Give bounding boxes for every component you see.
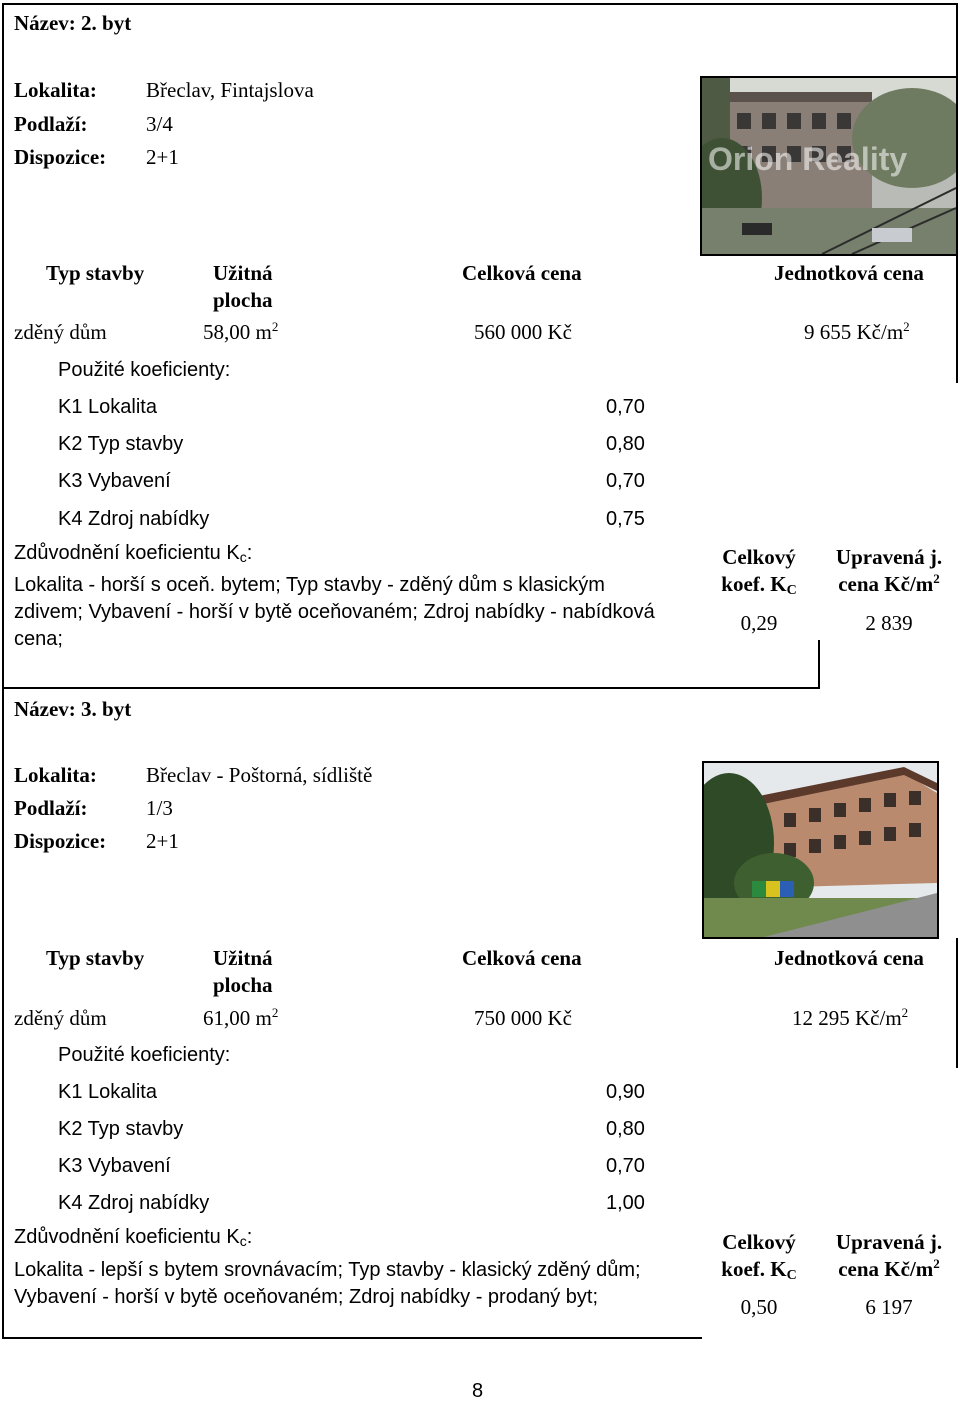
listing-title: Název: 3. byt (14, 697, 132, 721)
koef-k4-value: 0,75 (606, 508, 645, 530)
row-cena: 560 000 Kč (474, 320, 572, 344)
koef-k4-label: K4 Zdroj nabídky (58, 1192, 210, 1214)
zduvodneni-label: Zdůvodnění koeficientu $K_c$: (14, 1226, 253, 1249)
upravena-cena-header-line1: Upravená j. (835, 1230, 943, 1254)
koef-k1-label: K1 Lokalita (58, 1081, 157, 1103)
lokalita-value: Břeclav - Poštorná, sídliště (146, 763, 373, 787)
dispozice-label: Dispozice: (14, 829, 107, 853)
celkovy-koef-value: 0,29 (740, 611, 778, 635)
upravena-cena-value: 6 197 (865, 1295, 913, 1319)
koef-k3-value: 0,70 (606, 470, 645, 492)
header-plocha: plocha (213, 288, 273, 312)
koef-k2-value: 0,80 (606, 1118, 645, 1140)
row-typ: zděný dům (14, 320, 107, 344)
upravena-cena-header-line2: cena $Kč/m^2$ (838, 1256, 940, 1281)
podlazi-value: 3/4 (146, 112, 173, 136)
frame-bottom-2 (2, 1337, 702, 1339)
lokalita-value: Břeclav, Fintajslova (146, 78, 314, 102)
upravena-cena-header-line2: cena $Kč/m^2$ (838, 571, 940, 596)
koef-k1-value: 0,90 (606, 1081, 645, 1103)
frame-left-1 (2, 3, 4, 689)
page-number: 8 (472, 1380, 484, 1402)
header-typ-stavby: Typ stavby (46, 946, 145, 970)
frame-top-1 (2, 3, 958, 5)
listing-title: Název: 2. byt (14, 11, 132, 35)
row-jednotkova-cena: 12 295 $Kč/m^2$ (792, 1005, 909, 1030)
koef-k3-value: 0,70 (606, 1155, 645, 1177)
dispozice-label: Dispozice: (14, 145, 107, 169)
header-uzitna: Užitná (213, 946, 273, 970)
row-jednotkova-cena: 9 655 $Kč/m^2$ (804, 319, 910, 344)
property-photo (702, 761, 939, 939)
building-photo-art (702, 78, 956, 254)
koef-k1-label: K1 Lokalita (58, 396, 157, 418)
frame-left-2 (2, 687, 4, 1339)
koef-heading: Použité koeficienty: (58, 359, 231, 381)
koef-k1-value: 0,70 (606, 396, 645, 418)
row-plocha: 61,00 $m^2$ (203, 1005, 279, 1030)
upravena-cena-value: 2 839 (865, 611, 913, 635)
dispozice-value: 2+1 (146, 829, 179, 853)
koef-k3-label: K3 Vybavení (58, 1155, 171, 1177)
row-plocha: 58,00 $m^2$ (203, 319, 279, 344)
podlazi-label: Podlaží: (14, 112, 88, 136)
zduvodneni-text: Lokalita - lepší s bytem srovnávacím; Typ stavby - klasický zděný dům; Vybavení - horší v bytě oceňovaném; Zdroj nabídky - prodaný byt; (14, 1259, 641, 1308)
header-plocha: plocha (213, 973, 273, 997)
frame-right-short-1 (818, 640, 820, 689)
zduvodneni-text: Lokalita - horší s oceň. bytem; Typ stavby - zděný dům s klasickým zdivem; Vybavení - horší v bytě oceňovaném; Zdroj nabídky - nabídková cena; (14, 574, 655, 650)
frame-right-2 (956, 938, 958, 1068)
koef-heading: Použité koeficienty: (58, 1044, 231, 1066)
koef-k2-label: K2 Typ stavby (58, 433, 184, 455)
header-jednotkova-cena: Jednotková cena (774, 261, 924, 285)
lokalita-label: Lokalita: (14, 763, 97, 787)
celkovy-koef-header-line1: Celkový (722, 545, 796, 569)
dispozice-value: 2+1 (146, 145, 179, 169)
header-celkova-cena: Celková cena (462, 261, 582, 285)
celkovy-koef-header-line2: koef. $K_C$ (721, 1257, 797, 1283)
frame-bottom-1 (2, 687, 820, 689)
header-typ-stavby: Typ stavby (46, 261, 145, 285)
celkovy-koef-header-line1: Celkový (722, 1230, 796, 1254)
property-photo (700, 76, 958, 256)
podlazi-label: Podlaží: (14, 796, 88, 820)
celkovy-koef-header-line2: koef. $K_C$ (721, 572, 797, 598)
koef-k2-value: 0,80 (606, 433, 645, 455)
photo-watermark: Orion Reality (708, 141, 908, 177)
lokalita-label: Lokalita: (14, 78, 97, 102)
koef-k2-label: K2 Typ stavby (58, 1118, 184, 1140)
koef-k3-label: K3 Vybavení (58, 470, 171, 492)
header-jednotkova-cena: Jednotková cena (774, 946, 924, 970)
header-uzitna: Užitná (213, 261, 273, 285)
header-celkova-cena: Celková cena (462, 946, 582, 970)
upravena-cena-header-line1: Upravená j. (835, 545, 943, 569)
koef-k4-value: 1,00 (606, 1192, 645, 1214)
building-photo-art (704, 763, 937, 937)
zduvodneni-label: Zdůvodnění koeficientu $K_c$: (14, 542, 253, 565)
row-typ: zděný dům (14, 1006, 107, 1030)
row-cena: 750 000 Kč (474, 1006, 572, 1030)
koef-k4-label: K4 Zdroj nabídky (58, 508, 210, 530)
podlazi-value: 1/3 (146, 796, 173, 820)
celkovy-koef-value: 0,50 (740, 1295, 778, 1319)
